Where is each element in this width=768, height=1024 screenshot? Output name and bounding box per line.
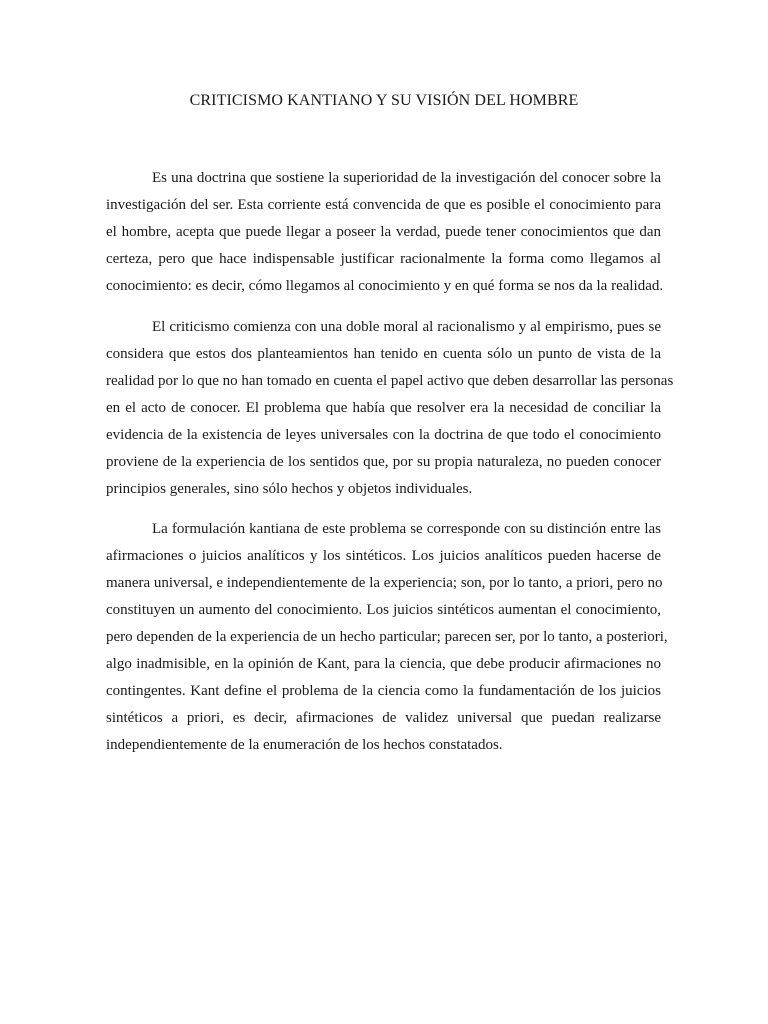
- text-line: manera universal, e independientemente de la experiencia; son, por lo tanto, a priori, pero no: [106, 575, 663, 591]
- text-line: evidencia de la existencia de leyes universales con la doctrina de que todo el conocimiento: [106, 426, 661, 443]
- text-line: independientemente de la enumeración de los hechos constatados.: [106, 737, 503, 753]
- text-line: sintéticos a priori, es decir, afirmaciones de validez universal que puedan realizarse: [106, 710, 661, 726]
- paragraph-1: [106, 165, 664, 300]
- text-line: pero dependen de la experiencia de un hecho particular; parecen ser, por lo tanto, a posteriori,: [106, 629, 668, 645]
- text-line: algo inadmisible, en la opinión de Kant, para la ciencia, que debe producir afirmaciones no: [106, 656, 661, 672]
- text-line: El criticismo comienza con una doble moral al racionalismo y al empirismo, pues se: [152, 318, 661, 335]
- text-line: investigación del ser. Esta corriente está convencida de que es posible el conocimiento para: [106, 197, 661, 213]
- text-line: certeza, pero que hace indispensable justificar racionalmente la forma como llegamos al: [106, 251, 661, 267]
- text-line: afirmaciones o juicios analíticos y los sintéticos. Los juicios analíticos pueden hacerse de: [106, 548, 661, 564]
- paragraph-2: [106, 314, 674, 503]
- text-line: contingentes. Kant define el problema de la ciencia como la fundamentación de los juicios: [106, 683, 661, 699]
- document-title: CRITICISMO KANTIANO Y SU VISIÓN DEL HOMBRE: [189, 92, 579, 109]
- text-line: proviene de la experiencia de los sentidos que, por su propia naturaleza, no pueden conocer: [106, 453, 661, 470]
- text-line: conocimiento: es decir, cómo llegamos al conocimiento y en qué forma se nos da la realidad.: [106, 278, 664, 294]
- text-line: constituyen un aumento del conocimiento. Los juicios sintéticos aumentan el conocimiento,: [106, 602, 661, 618]
- text-line: La formulación kantiana de este problema se corresponde con su distinción entre las: [152, 521, 661, 537]
- text-line: Es una doctrina que sostiene la superioridad de la investigación del conocer sobre la: [152, 170, 661, 186]
- text-line: realidad por lo que no han tomado en cuenta el papel activo que deben desarrollar las personas: [106, 372, 674, 389]
- text-line: considera que estos dos planteamientos han tenido en cuenta sólo un punto de vista de la: [106, 345, 661, 362]
- text-line: el hombre, acepta que puede llegar a poseer la verdad, puede tener conocimientos que dan: [106, 224, 661, 240]
- paragraph-3: [106, 516, 668, 759]
- document-body: [106, 165, 674, 773]
- text-line: en el acto de conocer. El problema que había que resolver era la necesidad de conciliar la: [106, 399, 661, 416]
- text-line: principios generales, sino sólo hechos y objetos individuales.: [106, 480, 473, 497]
